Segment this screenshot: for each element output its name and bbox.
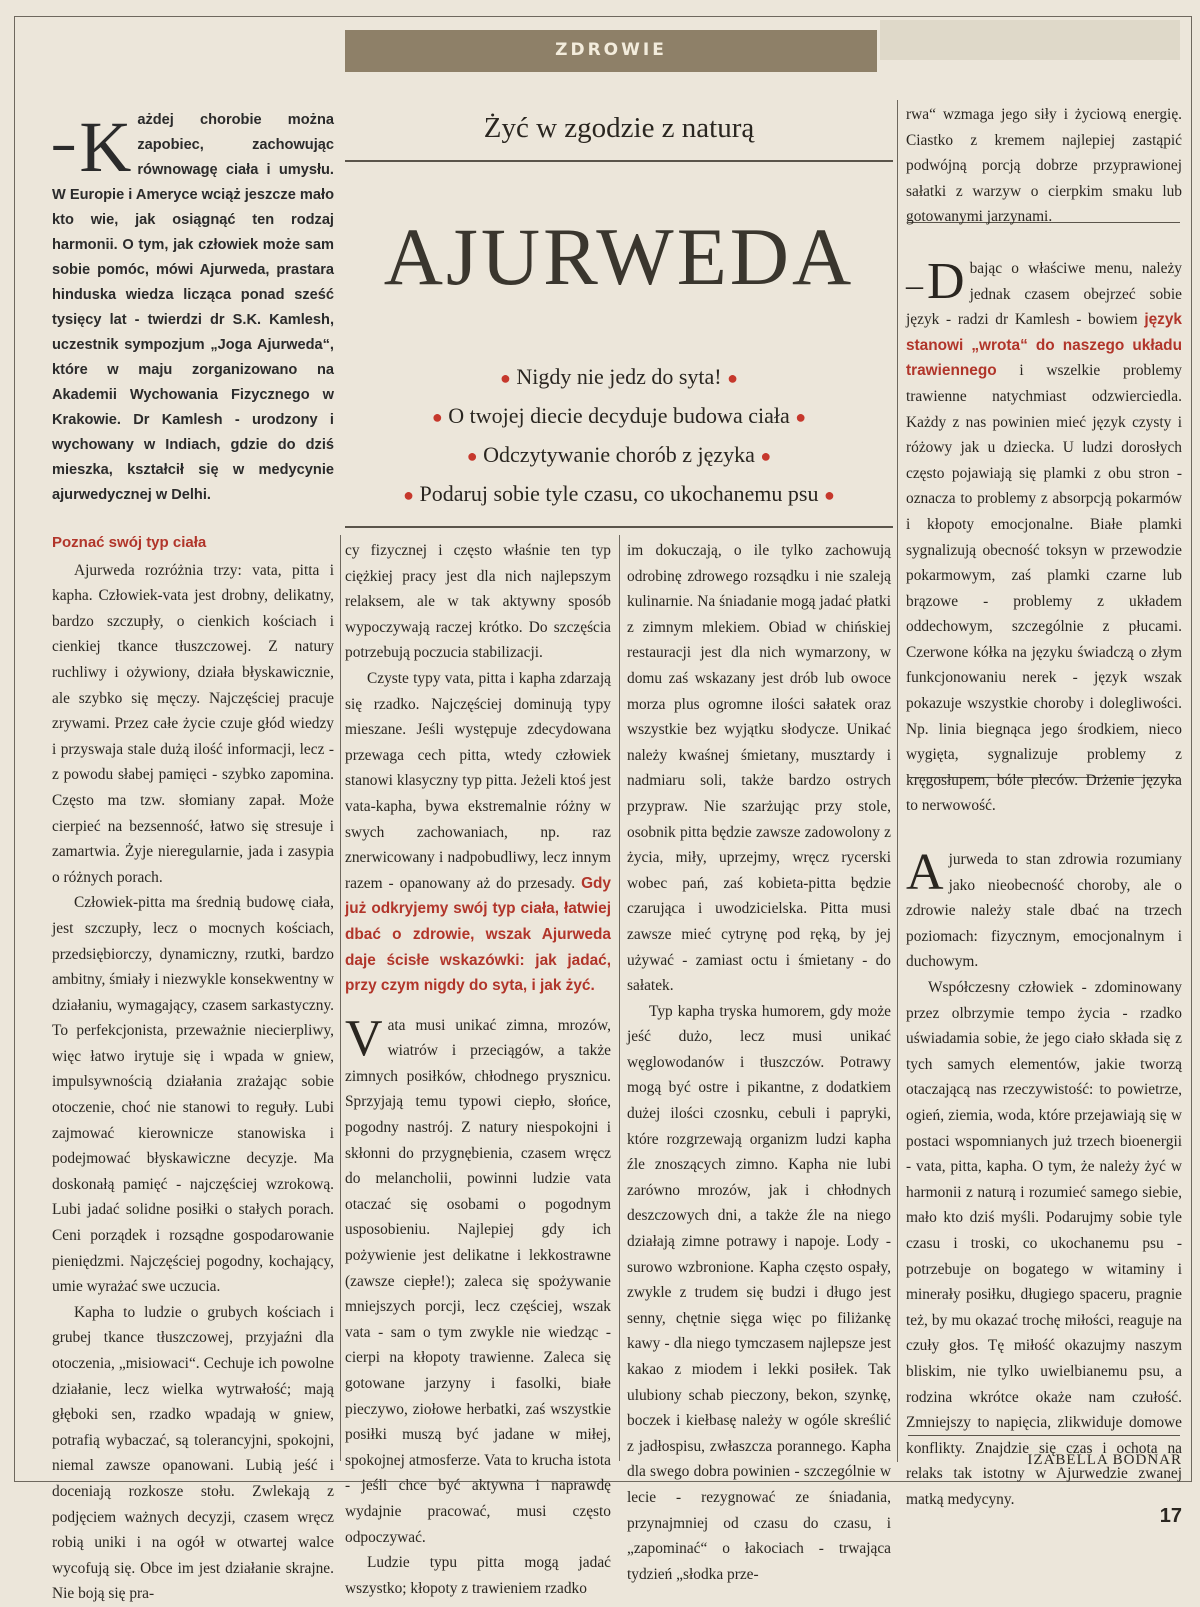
page-number: 17 [1159,1505,1182,1527]
bullet-icon: ● [499,368,511,388]
divider [345,526,893,528]
bullet-icon: ● [466,446,478,466]
bullet-icon: ● [823,485,835,505]
paragraph: Ajurweda rozróżnia trzy: vata, pitta i kapha. Człowiek-vata jest drobny, delikatny, bardzo szczupły, o cienkich kościach i cienkiej tkance tłuszczowej. Z natury ruchliwy i ożywiony, działa błyskawicznie, ale szybko się męczy. Najczęściej pracuje zrywami. Przez całe życie czuje głód wiedzy i przyswaja stale dużą ilość informacji, lecz - z powodu słabej pamięci - szybko zapomina. Często ma tzw. słomiany zapał. Może cierpieć na bezsenność, łatwo się stresuje i zamartwia. Żyje nieregularnie, jada i zasypia o różnych porach. [52,561,334,886]
column-divider [897,100,898,1462]
paragraph: im dokuczają, o ile tylko zachowują odrobinę zdrowego rozsądku i nie szaleją kulinarnie. Na śniadanie mogą jadać płatki z zimnym mlekiem. Obiad w chińskiej restauracji jest dla nich wymarzony, w domu zaś wskazany jest drób lub owoce morza plus ogromne ilości sałatek oraz wszystkie bez wyjątku słodycze. Unikać należy kwaśnej śmietany, musztardy i nadmiaru soli, także bardzo ostrych przypraw. Nie szarżując przy stole, osobnik pitta będzie zawsze zadowolony z życia, miły, uprzejmy, wręcz rycerski wobec pań, zaś kobieta-pitta będzie czarująca i uwodzicielska. Pitta musi zawsze mieć cytrynę pod ręką, by jej używać - zamiast octu i śmietany - do sałatek. [627,542,891,995]
dropcap: V [345,1009,383,1067]
highlight-item: ● O twojej diecie decyduje budowa ciała ● [431,403,807,428]
paragraph: Typ kapha tryska humorem, gdy może jeść dużo, lecz musi unikać węglowodanów i tłuszczów. Potrawy mogą być ostre i pikantne, z dodatkiem dużej ilości czosnku, cebuli i papryki, które rozgrzewają organizm ludzi kapha źle znoszących zimno. Kapha nie lubi zarówno mrozów, jak i chłodnych deszczowych dni, a także źle na niego działają zimne potrawy i napoje. Lody - surowo wzbronione. Kapha często ospały, zwykle z trudem się budzi i długo jest senny, chętnie sięga więc po filiżankę kawy - dla niego tymczasem najlepsze jest kakao z miodem i lekki posiłek. Tak ulubiony schab pieczony, bekon, szynkę, boczek i kiełbasę należy w ogóle skreślić z jadłospisu, zwłaszcza porannego. Kapha dla swego dobra powinien - szczególnie w lecie - rezygnować ze śniadania, przynajmniej od czasu do czasu, i „zapominać“ o łakociach - trwająca tydzień „słodka prze- [627,1002,891,1583]
author-byline: IZABELLA BODNAR [1027,1452,1182,1468]
emphasis-text: Gdy już odkryjemy swój typ ciała, łatwiej dbać o zdrowie, wszak Ajurweda daje ścisłe wskazówki: jak jadać, przy czym nigdy do syta, i jak żyć. [345,874,611,995]
paragraph: Ludzie typu pitta mogą jadać wszystko; kłopoty z trawieniem rzadko [345,1554,611,1597]
highlight-item: ● Podaruj sobie tyle czasu, co ukochanemu psu ● [403,481,835,506]
lede-dash: – [52,121,76,168]
highlights-list [345,358,893,514]
bullet-icon: ● [760,446,772,466]
section-heading: Poznać swój typ ciała [52,534,207,551]
paragraph: Czyste typy vata, pitta i kapha zdarzają się rzadko. Najczęściej dominują typy mieszane. Jeśli występuje zdecydowana przewaga cech pitta, wtedy człowiek stanowi klasyczny typ pitta. Jeżeli ktoś jest vata-kapha, bywa ekstremalnie różny w swych zachowaniach, np. raz znerwicowany i nadpobudliwy, lecz innym razem - opanowany aż do przesady. Gdy już odkryjemy swój typ ciała, łatwiej dbać o zdrowie, wszak Ajurweda daje ścisłe wskazówki: jak jadać, przy czym nigdy do syta, i jak żyć. [345,669,611,995]
column-1 [52,108,334,1607]
column-divider [619,535,620,1461]
article-title: AJURWEDA [383,211,855,302]
emphasis-text: język stanowi „wrota“ do naszego układu trawiennego [906,311,1182,380]
section-label: ZDROWIE [555,40,667,60]
lede-text: ażdej chorobie można zapobiec, zachowując równowagę ciała i umysłu. W Europie i Ameryce wciąż jeszcze mało kto wie, jak osiągnąć ten rodzaj harmonii. O tym, jak człowiek może sam sobie pomóc, mówi Ajurweda, prastara hinduska wiedza licząca ponad sześć tysięcy lat - twierdzi dr S.K. Kamlesh, uczestnik sympozjum „Joga Ajurweda“, które w maju zorganizowano na Akademii Wychowania Fizycznego w Krakowie. Dr Kamlesh - urodzony i wychowany w Indiach, gdzie do dziś mieszka, kształcił się w medycynie ajurwedycznej w Delhi. [52,112,334,503]
paragraph: Współczesny człowiek - zdominowany przez olbrzymie tempo życia - rzadko uświadamia sobie, że jego ciało składa się z tych samych elementów, jakie tworzą otaczającą nas rzeczywistość: to powietrze, ogień, ziemia, woda, które przejawiają się w postaci wspomnianych już trzech bioenergii - vata, pitta, kapha. O tym, że należy żyć w harmonii z naturą i rozumieć samego siebie, mało kto dziś myśli. Podarujmy sobie tyle czasu i troski, co ukochanemu psu - potrzebuje on bogatego w witaminy i minerały posiłku, długiego spaceru, pragnie też, by mu okazać trochę miłości, reaguje na czuły głos. Tę miłość okazujmy naszym bliskim, nie tylko uwielbianemu psu, a rodzina wkrótce okaże nam czułość. Zmniejszy to napięcia, zlikwiduje domowe konflikty. Znajdzie się czas i ochota na relaks tak istotny w Ajurwedzie zwanej matką medycyny. [906,979,1182,1508]
paragraph: Kapha to ludzie o grubych kościach i grubej tkance tłuszczowej, przyjaźni dla otoczenia, „misiowaci“. Cechuje ich powolne działanie, lecz wielka wytrwałość; mają głęboki sen, rzadko wpadają w gniew, potrafią wybaczać, są tolerancyjni, spokojni, niemal zawsze opanowani. Lubią jeść i doceniają rozkosze stołu. Zwlekają z podjęciem ważnych decyzji, czasem wręcz robią uniki i na ogół w otwartej walce wycofują się. Obce im jest działanie skrajne. Nie boją się pra- [52,1303,334,1603]
section-banner [345,30,877,72]
column-3 [627,538,891,1587]
bullet-icon: ● [727,368,739,388]
paragraph: cy fizycznej i często właśnie ten typ ciężkiej pracy jest dla nich najlepszym relaksem, ale w tak aktywny sposób wypoczywają raczej krótko. Do szczęścia potrzebują poczucia stabilizacji. [345,542,611,662]
paragraph: rwa“ wzmaga jego siły i życiową energię. Ciastko z kremem najlepiej zastąpić podwójną porcją dobrze przyprawionej sałatki z warzyw o cierpkim smaku lub gotowanymi jarzynami. [906,106,1182,226]
paragraph: Ajurweda to stan zdrowia rozumiany jako nieobecność choroby, ale o zdrowie należy stale dbać na trzech poziomach: fizycznym, emocjonalnym i duchowym. [906,844,1182,971]
lede-paragraph [52,108,334,508]
dropcap: D [927,252,965,310]
divider [345,160,893,162]
column-divider [340,535,341,1461]
paragraph: Vata musi unikać zimna, mrozów, wiatrów i przeciągów, a także zimnych posiłków, chłodnego prysznicu. Sprzyjają temu typowi ciepło, słońce, pogodny nastrój. Z natury niespokojni i skłonni do przygnębienia, czasem wręcz do melancholii, powinni ludzie vata otaczać się osobami o pogodnym usposobieniu. Najlepiej gdy ich pożywienie jest delikatne i lekkostrawne (zawsze ciepłe!); zaleca się spożywanie mniejszych porcji, lecz częściej, wszak vata - sam o tym zwykle nie wiedząc - cierpi na kłopoty trawienne. Zaleca się gotowane jarzyny i fasolki, białe pieczywo, ziołowe herbatki, zaś wszystkie posiłki muszą być jadane w miłej, spokojnej atmosferze. Vata to krucha istota - jeśli chce być aktywna i naprawdę wydajnie pracować, musi często odpoczywać. [345,1009,611,1546]
column-2 [345,538,611,1601]
article-subtitle: Żyć w zgodzie z naturą [483,112,755,144]
dash: – [906,266,923,304]
column-4 [906,102,1182,1512]
lede-dropcap: K [79,107,132,187]
paragraph: Człowiek-pitta ma średnią budowę ciała, jest szczupły, lecz o mocnych kościach, przedsiębiorczy, dynamiczny, rzutki, bardzo ambitny, śmiały i niezwykle konsekwentny w działaniu, wymagający, czasem sarkastyczny. To perfekcjonista, przeważnie niecierpliwy, więc łatwo irytuje się i wpada w gniew, impulsywnością działania zrażając sobie otoczenie, choć nie stanowi to reguły. Lubi zajmować kierownicze stanowiska i podejmować błyskawiczne decyzje. Ma doskonałą pamięć - najczęściej wzrokową. Lubi jadać solidne posiłki o stałych porach. Ceni porządek i rozsądne gospodarowanie pieniędzmi. Najczęściej pogodny, kochający, umie wyrażać swe uczucia. [52,894,334,1296]
dropcap: A [906,844,944,902]
highlight-item: ● Nigdy nie jedz do syta! ● [499,364,739,389]
bullet-icon: ● [403,485,415,505]
bullet-icon: ● [795,407,807,427]
bullet-icon: ● [431,407,443,427]
highlight-item: ● Odczytywanie chorób z języka ● [466,442,772,467]
paragraph: – D bając o właściwe menu, należy jednak czasem obejrzeć sobie język - radzi dr Kamlesh - bowiem język stanowi „wrota“ do naszego układu trawiennego i wszelkie problemy trawienne natychmiast odzwierciedla. Każdy z nas powinien mieć język czysty i różowy jak u dziecka. U ludzi dorosłych często pojawiają się plamki z obu stron - oznacza to problemy z absorpcją pokarmów i kłopoty emocjonalne. Białe plamki sygnalizują obecność toksyn w przewodzie pokarmowym, zaś plamki czarne lub brązowe - problemy z układem oddechowym, szczególnie z płucami. Czerwone kółka na języku świadczą o złym funkcjonowaniu nerek - język wszak pokazuje wszystkie choroby i dolegliwości. Np. linia biegnąca jego środkiem, nieco wygięta, sygnalizuje problemy z kręgosłupem, bóle pleców. Drżenie języka to nerwowość. [906,252,1182,815]
